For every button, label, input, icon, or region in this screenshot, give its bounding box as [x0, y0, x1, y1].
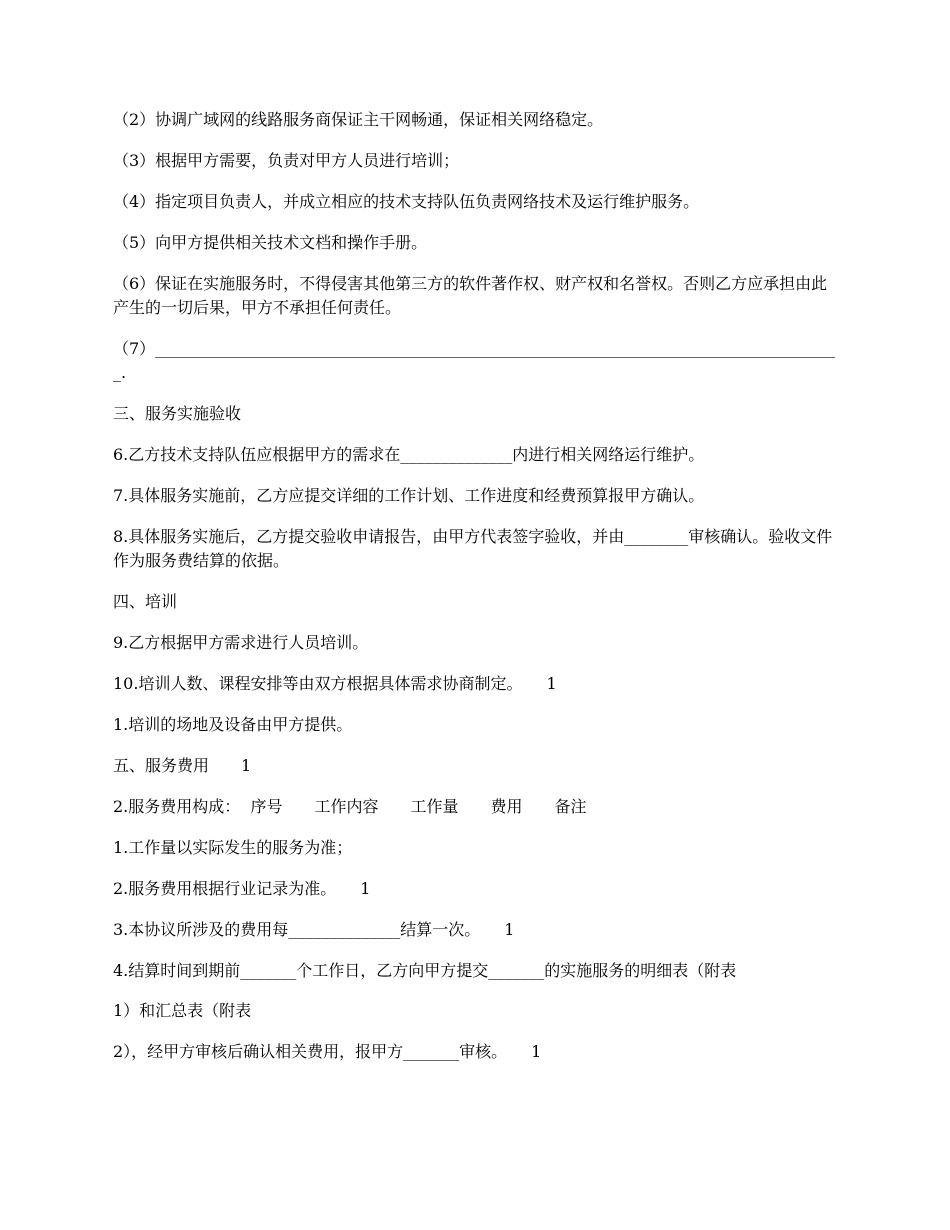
clause-4-project-lead: （4）指定项目负责人，并成立相应的技术支持队伍负责网络技术及运行维护服务。 — [113, 192, 700, 211]
section-3-heading: 三、服务实施验收 — [113, 404, 242, 423]
item-10-training-plan: 10.培训人数、课程安排等由双方根据具体需求协商制定。 1 — [113, 674, 557, 693]
clause-6-copyright: （6）保证在实施服务时，不得侵害其他第三方的软件著作权、财产权和名誉权。否则乙方应承担由此产生的一切后果，甲方不承担任何责任。 — [113, 274, 828, 317]
clause-7-blank: （7）______________________________________________________________________________________. — [113, 339, 836, 382]
item-4-continued-review: 2），经甲方审核后确认相关费用，报甲方_______审核。 1 — [113, 1042, 542, 1061]
clause-2-network-coordination: （2）协调广域网的线路服务商保证主干网畅通，保证相关网络稳定。 — [113, 110, 604, 129]
item-3-settlement-period: 3.本协议所涉及的费用每______________结算一次。 1 — [113, 920, 515, 939]
clause-5-documentation: （5）向甲方提供相关技术文档和操作手册。 — [113, 233, 428, 252]
item-2-fee-structure: 2.服务费用构成： 序号 工作内容 工作量 费用 备注 — [113, 797, 587, 816]
item-4-continued-summary: 1）和汇总表（附表 — [113, 1001, 252, 1020]
item-8-acceptance: 8.具体服务实施后，乙方提交验收申请报告，由甲方代表签字验收，并由________审核确认。验收文件作为服务费结算的依据。 — [113, 527, 833, 570]
document-page — [113, 108, 840, 1081]
item-2-fee-basis: 2.服务费用根据行业记录为准。 1 — [113, 879, 371, 898]
item-4-settlement-time: 4.结算时间到期前_______个工作日，乙方向甲方提交_______的实施服务的明细表（附表 — [113, 961, 737, 980]
clause-3-training: （3）根据甲方需要，负责对甲方人员进行培训； — [113, 151, 460, 170]
section-5-heading: 五、服务费用 1 — [113, 756, 252, 775]
item-1-workload: 1.工作量以实际发生的服务为准； — [113, 838, 353, 857]
item-7-work-plan: 7.具体服务实施前，乙方应提交详细的工作计划、工作进度和经费预算报甲方确认。 — [113, 486, 705, 505]
section-4-heading: 四、培训 — [113, 592, 178, 611]
item-9-training: 9.乙方根据甲方需求进行人员培训。 — [113, 633, 369, 652]
item-6-maintenance: 6.乙方技术支持队伍应根据甲方的需求在______________内进行相关网络运行维护。 — [113, 445, 705, 464]
item-1-venue: 1.培训的场地及设备由甲方提供。 — [113, 715, 353, 734]
